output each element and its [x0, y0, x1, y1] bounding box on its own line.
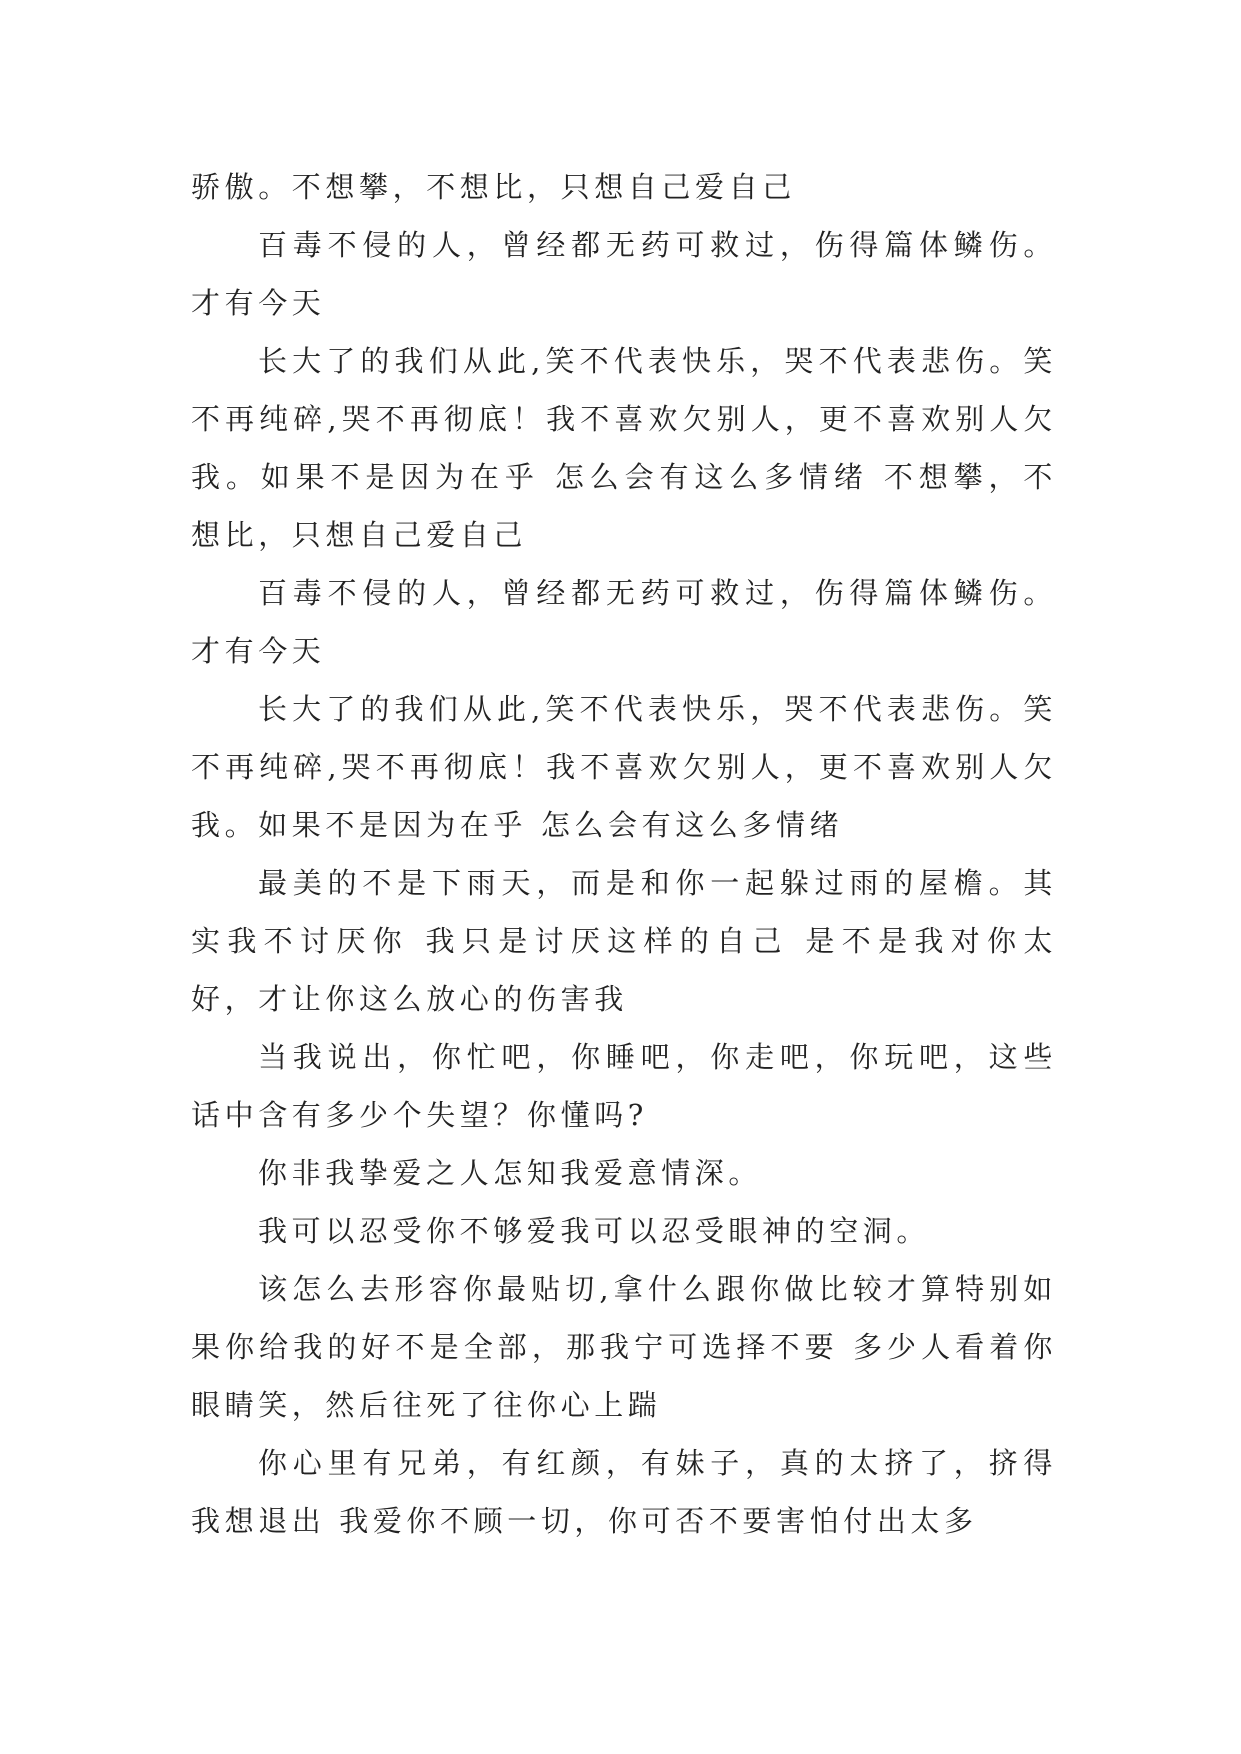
paragraph-4: 百毒不侵的人，曾经都无药可救过，伤得篇体鳞伤。才有今天 — [191, 576, 1057, 668]
paragraph-5: 长大了的我们从此,笑不代表快乐，哭不代表悲伤。笑不再纯碎,哭不再彻底！我不喜欢欠别人，更不喜欢别人欠我。如果不是因为在乎 怎么会有这么多情绪 — [191, 692, 1057, 842]
paragraph-7: 当我说出，你忙吧，你睡吧，你走吧，你玩吧，这些话中含有多少个失望？你懂吗? — [191, 1040, 1057, 1132]
paragraph-3: 长大了的我们从此,笑不代表快乐，哭不代表悲伤。笑不再纯碎,哭不再彻底！我不喜欢欠别人，更不喜欢别人欠我。如果不是因为在乎 怎么会有这么多情绪 不想攀，不想比，只想自己爱自己 — [191, 344, 1057, 552]
paragraph-9: 我可以忍受你不够爱我可以忍受眼神的空洞。 — [258, 1214, 931, 1248]
paragraph-11: 你心里有兄弟，有红颜，有妹子，真的太挤了，挤得我想退出 我爱你不顾一切，你可否不要害怕付出太多 — [191, 1446, 1057, 1538]
paragraph-10: 该怎么去形容你最贴切,拿什么跟你做比较才算特别如果你给我的好不是全部，那我宁可选择不要 多少人看着你眼睛笑，然后往死了往你心上踹 — [191, 1272, 1057, 1422]
paragraph-6: 最美的不是下雨天，而是和你一起躲过雨的屋檐。其实我不讨厌你 我只是讨厌这样的自己 是不是我对你太好，才让你这么放心的伤害我 — [191, 866, 1057, 1016]
paragraph-8: 你非我挚爱之人怎知我爱意情深。 — [258, 1156, 763, 1190]
paragraph-2: 百毒不侵的人，曾经都无药可救过，伤得篇体鳞伤。才有今天 — [191, 228, 1057, 320]
paragraph-1: 骄傲。不想攀，不想比，只想自己爱自己 — [191, 170, 796, 204]
document-body — [191, 158, 1057, 1550]
